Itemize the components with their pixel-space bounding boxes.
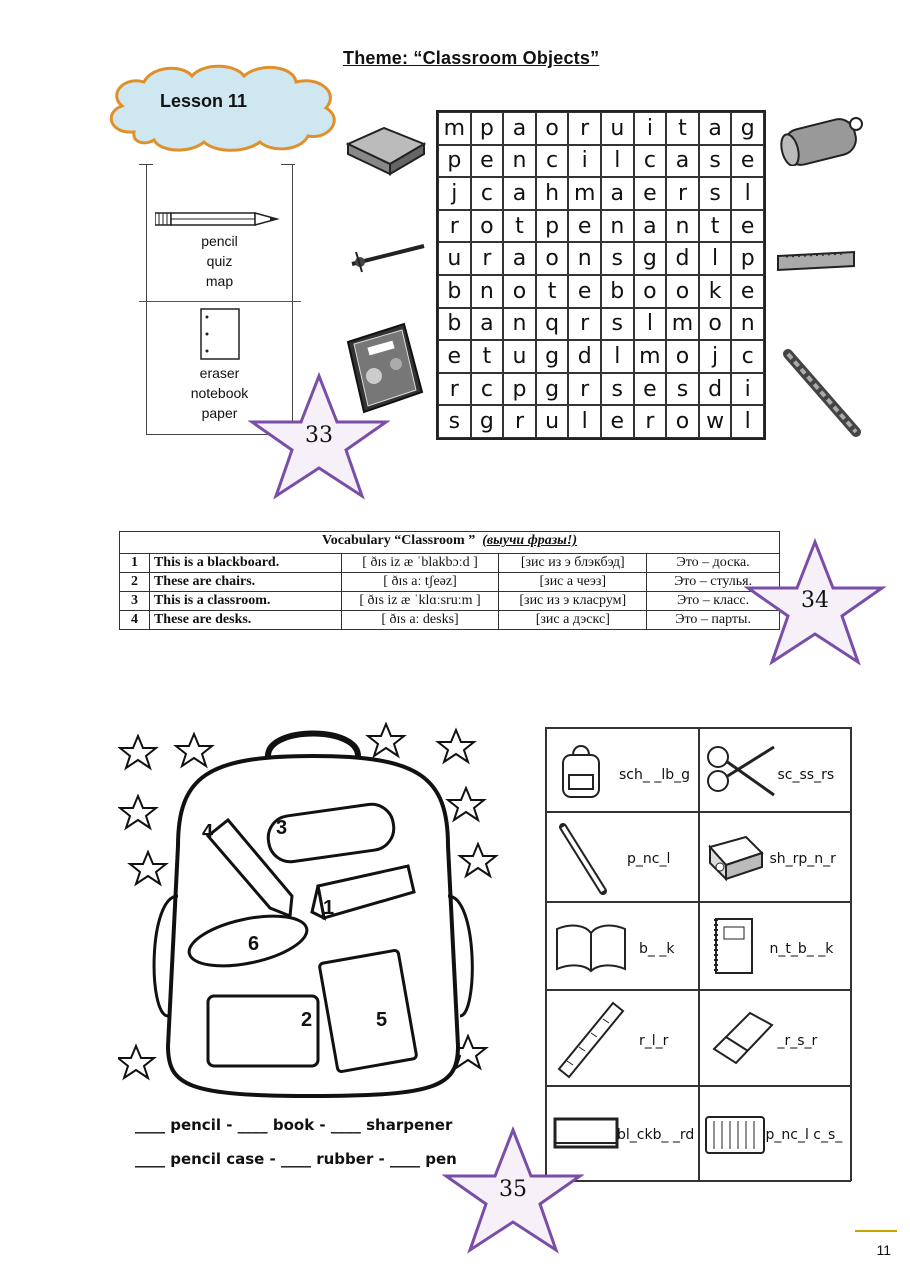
word-table-divider [139, 301, 301, 302]
word-search-cell: i [634, 112, 667, 145]
word-search-cell: r [666, 177, 699, 210]
word-search-cell: u [438, 242, 471, 275]
word-search-cell: p [438, 145, 471, 178]
word-search-cell: r [438, 373, 471, 406]
word-map: map [205, 273, 234, 289]
word-search-cell: m [438, 112, 471, 145]
pic-word-schoolbag: sch_ _lb_g [619, 767, 690, 783]
word-search-cell: r [568, 112, 601, 145]
word-search-cell: o [471, 210, 504, 243]
word-search-cell: g [536, 373, 569, 406]
word-search-cell: e [568, 210, 601, 243]
vocab-russian-reading: [зис из э блэкбэд] [499, 554, 647, 573]
word-search-grid [436, 110, 766, 440]
vocab-transcription: [ ðɪs aː tʃeəz] [341, 573, 499, 592]
word-search-cell: o [536, 242, 569, 275]
ruler-picture [776, 250, 858, 272]
word-search-cell: g [731, 112, 764, 145]
word-search-cell: r [438, 210, 471, 243]
word-search-cell: u [536, 405, 569, 438]
pencil-case-icon [704, 1111, 766, 1155]
vocab-transcription: [ ðɪs iz æ ˈklɑːsruːm ] [341, 592, 499, 611]
word-search-cell: g [471, 405, 504, 438]
pen-picture [346, 238, 428, 274]
word-search-cell: n [731, 308, 764, 341]
vocab-number: 1 [120, 554, 150, 573]
word-search-cell: o [666, 275, 699, 308]
word-search-cell: b [601, 275, 634, 308]
vocab-phrase: This is a blackboard. [149, 554, 341, 573]
exercise-line-2: ____ pencil case - ____ rubber - ____ pen [135, 1150, 457, 1168]
word-search-cell: o [503, 275, 536, 308]
word-search-cell: l [634, 308, 667, 341]
word-search-cell: c [634, 145, 667, 178]
pic-word-pencil-case: p_nc_l c_s_ [765, 1127, 843, 1143]
word-search-cell: e [568, 275, 601, 308]
word-search-cell: e [731, 145, 764, 178]
vocab-row-4 [120, 611, 780, 630]
word-notebook: notebook [190, 385, 249, 401]
word-search-cell: e [634, 373, 667, 406]
word-search-cell: n [568, 242, 601, 275]
pic-word-book: b_ _k [639, 941, 675, 957]
vocab-translation: Это – стулья. [647, 573, 780, 592]
word-search-cell: s [601, 308, 634, 341]
word-search-cell: a [503, 242, 536, 275]
word-search-cell: d [568, 340, 601, 373]
word-eraser: eraser [199, 365, 240, 381]
pic-cell-notebook [699, 902, 852, 990]
word-search-cell: p [471, 112, 504, 145]
word-search-cell: q [536, 308, 569, 341]
word-search-cell: l [601, 145, 634, 178]
pic-word-blackboard: bl_ckb_ _rd [617, 1127, 695, 1143]
word-search-cell: l [601, 340, 634, 373]
word-search-cell: e [731, 210, 764, 243]
pencil-icon [557, 821, 613, 899]
word-search-cell: p [731, 242, 764, 275]
pic-word-ruler: r_l_r [639, 1033, 669, 1049]
vocab-number: 4 [120, 611, 150, 630]
word-search-cell: a [503, 177, 536, 210]
sharpener-icon [706, 833, 766, 883]
word-search-cell: b [438, 275, 471, 308]
vocabulary-title [120, 532, 780, 554]
pic-cell-pencil-case [699, 1086, 852, 1182]
star-number-34: 34 [801, 588, 829, 613]
pic-cell-eraser [699, 990, 852, 1086]
word-search-cell: r [471, 242, 504, 275]
vocab-phrase: These are desks. [149, 611, 341, 630]
exercise-line-1: ____ pencil - ____ book - ____ sharpener [135, 1116, 453, 1134]
open-book-icon [555, 921, 627, 973]
word-search-cell: p [503, 373, 536, 406]
word-search-cell: t [699, 210, 732, 243]
word-search-cell: r [634, 405, 667, 438]
vocabulary-title-text: Vocabulary “Classroom ” [321, 533, 476, 548]
vocab-row-1 [120, 554, 780, 573]
paper-sheet-icon [199, 307, 243, 361]
word-search-cell: c [471, 373, 504, 406]
theme-title: Theme: “Classroom Objects” [343, 48, 600, 68]
word-search-cell: h [536, 177, 569, 210]
word-search-cell: n [601, 210, 634, 243]
word-search-cell: s [601, 373, 634, 406]
pic-cell-ruler [546, 990, 699, 1086]
word-pencil: pencil [201, 233, 238, 249]
vocab-row-2 [120, 573, 780, 592]
word-search-cell: a [666, 145, 699, 178]
pic-cell-scissors [699, 728, 852, 812]
vocab-russian-reading: [зис из э класрум] [499, 592, 647, 611]
word-search-cell: u [601, 112, 634, 145]
pencil-icon [155, 207, 283, 231]
word-search-cell: e [601, 405, 634, 438]
word-search-cell: c [471, 177, 504, 210]
word-search-cell: s [699, 177, 732, 210]
word-search-cell: g [634, 242, 667, 275]
word-search-cell: a [699, 112, 732, 145]
lesson-label: Lesson 11 [160, 91, 248, 111]
word-search-cell: d [699, 373, 732, 406]
backpack-number-2: 2 [301, 1009, 313, 1031]
word-search-cell: t [536, 275, 569, 308]
notebook-icon [710, 917, 756, 977]
word-search-cell: p [536, 210, 569, 243]
word-search-cell: n [503, 145, 536, 178]
word-paper: paper [201, 405, 238, 421]
page-number: 11 [876, 1242, 891, 1258]
pic-cell-book [546, 902, 699, 990]
word-search-cell: r [568, 373, 601, 406]
word-search-cell: l [731, 405, 764, 438]
exercise-lines [135, 1108, 457, 1176]
word-quiz: quiz [206, 253, 233, 269]
word-search-cell: t [503, 210, 536, 243]
pic-word-scissors: sc_ss_rs [777, 767, 835, 783]
pic-cell-sharpener [699, 812, 852, 902]
page-number-box [855, 1230, 897, 1270]
word-search-cell: t [666, 112, 699, 145]
vocab-phrase: These are chairs. [149, 573, 341, 592]
star-number-35: 35 [499, 1177, 527, 1202]
vocab-phrase: This is a classroom. [149, 592, 341, 611]
pencil-case-picture [776, 112, 866, 166]
vocabulary-table [119, 531, 780, 630]
vocab-row-3 [120, 592, 780, 611]
vocab-transcription: [ ðɪs aː desks] [341, 611, 499, 630]
word-search-cell: n [666, 210, 699, 243]
backpack-number-3: 3 [276, 817, 288, 839]
backpack-number-6: 6 [248, 933, 260, 955]
pic-word-pencil: p_nc_l [627, 851, 671, 867]
vocab-russian-reading: [зис а чеэз] [499, 573, 647, 592]
word-search-cell: o [666, 340, 699, 373]
word-search-cell: o [634, 275, 667, 308]
pic-word-eraser: _r_s_r [777, 1033, 818, 1049]
picture-word-grid [545, 727, 852, 1181]
word-search-cell: j [438, 177, 471, 210]
backpack-number-5: 5 [376, 1009, 388, 1031]
backpack-number-4: 4 [202, 821, 214, 843]
word-search-cell: n [503, 308, 536, 341]
vocab-translation: Это – доска. [647, 554, 780, 573]
word-search-cell: s [438, 405, 471, 438]
vocab-transcription: [ ðɪs iz æ ˈblakbɔːd ] [341, 554, 499, 573]
pic-cell-pencil [546, 812, 699, 902]
star-number-33: 33 [305, 423, 333, 448]
pic-word-notebook: n_t_b_ _k [769, 941, 834, 957]
eraser-picture [344, 122, 430, 178]
word-search-cell: r [503, 405, 536, 438]
ruler-icon [555, 999, 627, 1079]
word-search-cell: i [568, 145, 601, 178]
word-search-cell: m [666, 308, 699, 341]
word-search-cell: e [731, 275, 764, 308]
word-search-cell: s [699, 145, 732, 178]
word-search-cell: k [699, 275, 732, 308]
word-search-cell: t [471, 340, 504, 373]
vocab-number: 3 [120, 592, 150, 611]
eraser-icon [710, 1005, 776, 1069]
word-search-cell: g [536, 340, 569, 373]
word-search-cell: o [536, 112, 569, 145]
word-search-cell: a [601, 177, 634, 210]
word-list-top [147, 231, 292, 291]
word-search-cell: a [503, 112, 536, 145]
word-search-cell: j [699, 340, 732, 373]
word-search-cell: u [503, 340, 536, 373]
word-search-cell: a [634, 210, 667, 243]
word-search-cell: r [568, 308, 601, 341]
word-search-cell: m [568, 177, 601, 210]
word-search-cell: d [666, 242, 699, 275]
word-search-cell: o [666, 405, 699, 438]
vocab-russian-reading: [зис а дэскс] [499, 611, 647, 630]
backpack-number-1: 1 [323, 897, 335, 919]
word-search-cell: s [666, 373, 699, 406]
word-search-cell: i [731, 373, 764, 406]
word-search-cell: l [699, 242, 732, 275]
vocabulary-hint: (выучи фразы!) [482, 533, 578, 548]
word-search-cell: a [471, 308, 504, 341]
vocab-number: 2 [120, 573, 150, 592]
pen-cap-picture [780, 346, 862, 438]
pic-cell-schoolbag [546, 728, 699, 812]
word-search-cell: l [731, 177, 764, 210]
backpack-picture [118, 716, 508, 1106]
pic-word-sharpener: sh_rp_n_r [769, 851, 836, 867]
vocab-translation: Это – парты. [647, 611, 780, 630]
word-search-cell: n [471, 275, 504, 308]
word-search-cell: e [471, 145, 504, 178]
word-search-cell: l [568, 405, 601, 438]
word-search-cell: e [634, 177, 667, 210]
schoolbag-icon [559, 741, 603, 801]
word-search-cell: b [438, 308, 471, 341]
word-search-cell: c [731, 340, 764, 373]
word-search-cell: e [438, 340, 471, 373]
vocab-translation: Это – класс. [647, 592, 780, 611]
word-search-cell: w [699, 405, 732, 438]
scissors-icon [704, 739, 780, 803]
word-search-cell: s [601, 242, 634, 275]
word-search-cell: c [536, 145, 569, 178]
word-search-cell: m [634, 340, 667, 373]
word-search-cell: o [699, 308, 732, 341]
